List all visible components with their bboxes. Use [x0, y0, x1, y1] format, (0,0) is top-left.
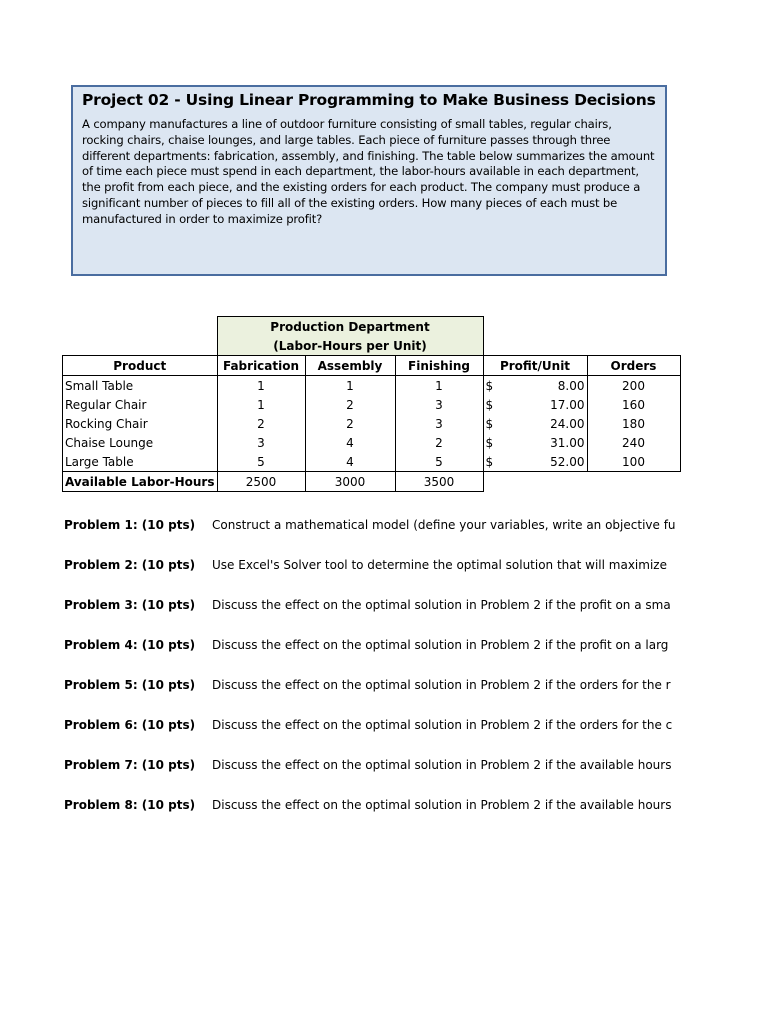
assembly-cell: 2	[305, 395, 395, 414]
finishing-cell: 3	[395, 395, 483, 414]
orders-cell: 160	[587, 395, 680, 414]
problem-label: Problem 3: (10 pts)	[64, 598, 196, 612]
problem-item	[64, 518, 676, 558]
assembly-cell: 4	[305, 452, 395, 472]
product-cell: Chaise Lounge	[63, 433, 218, 452]
product-cell: Regular Chair	[63, 395, 218, 414]
problem-item	[64, 758, 676, 798]
col-header-fabrication: Fabrication	[217, 356, 305, 376]
project-description: A company manufactures a line of outdoor furniture consisting of small tables, regular chairs, rocking chairs, chaise lounges, and large tables. Each piece of furniture passes through three different departments: fabrication, assembly, and finishing. The table below summarizes the amount of time each piece must spend in each department, the labor-hours available in each department, the profit from each piece, and the existing orders for each product. The company must produce a significant number of pieces to fill all of the existing orders. How many pieces of each must be manufactured in order to maximize profit?	[82, 117, 655, 226]
fabrication-cell: 5	[217, 452, 305, 472]
available-finishing: 3500	[395, 472, 483, 492]
profit-value: 24.00	[550, 416, 585, 431]
problem-item	[64, 798, 676, 838]
profit-cell	[483, 395, 587, 414]
assembly-cell: 1	[305, 376, 395, 396]
group-header-line1: Production Department	[217, 317, 483, 337]
assembly-cell: 4	[305, 433, 395, 452]
currency-symbol: $	[485, 454, 494, 469]
available-hours-label: Available Labor-Hours	[63, 472, 218, 492]
fabrication-cell: 1	[217, 376, 305, 396]
assembly-cell: 2	[305, 414, 395, 433]
available-fabrication: 2500	[217, 472, 305, 492]
currency-symbol: $	[485, 435, 494, 450]
problem-item	[64, 558, 676, 598]
problem-text: Discuss the effect on the optimal solution in Problem 2 if the available hours	[212, 758, 672, 772]
col-header-profit: Profit/Unit	[483, 356, 587, 376]
problems-list	[64, 518, 676, 838]
profit-value: 17.00	[550, 397, 585, 412]
orders-cell: 240	[587, 433, 680, 452]
table-row	[63, 395, 681, 414]
profit-value: 31.00	[550, 435, 585, 450]
col-header-assembly: Assembly	[305, 356, 395, 376]
currency-symbol: $	[485, 378, 494, 393]
col-header-product: Product	[63, 356, 218, 376]
problem-text: Discuss the effect on the optimal solution in Problem 2 if the orders for the c	[212, 718, 673, 732]
problem-text: Discuss the effect on the optimal solution in Problem 2 if the profit on a sma	[212, 598, 671, 612]
table-row	[63, 452, 681, 472]
problem-item	[64, 598, 676, 638]
fabrication-cell: 3	[217, 433, 305, 452]
problem-label: Problem 4: (10 pts)	[64, 638, 196, 652]
project-title: Project 02 - Using Linear Programming to Make Business Decisions	[82, 91, 656, 109]
profit-value: 8.00	[557, 378, 585, 393]
problem-label: Problem 2: (10 pts)	[64, 558, 196, 572]
problem-text: Construct a mathematical model (define your variables, write an objective fu	[212, 518, 676, 532]
profit-cell	[483, 414, 587, 433]
available-assembly: 3000	[305, 472, 395, 492]
product-cell: Large Table	[63, 452, 218, 472]
orders-cell: 100	[587, 452, 680, 472]
finishing-cell: 3	[395, 414, 483, 433]
problem-item	[64, 718, 676, 758]
table-row	[63, 414, 681, 433]
problem-item	[64, 678, 676, 718]
currency-symbol: $	[485, 416, 494, 431]
table-row	[63, 376, 681, 396]
problem-text: Use Excel's Solver tool to determine the optimal solution that will maximize	[212, 558, 667, 572]
table-row	[63, 433, 681, 452]
fabrication-cell: 1	[217, 395, 305, 414]
problem-label: Problem 8: (10 pts)	[64, 798, 196, 812]
col-header-orders: Orders	[587, 356, 680, 376]
problem-label: Problem 6: (10 pts)	[64, 718, 196, 732]
available-hours-row	[63, 472, 681, 492]
group-header-line2: (Labor-Hours per Unit)	[217, 336, 483, 356]
finishing-cell: 1	[395, 376, 483, 396]
profit-cell	[483, 433, 587, 452]
problem-label: Problem 5: (10 pts)	[64, 678, 196, 692]
problem-text: Discuss the effect on the optimal solution in Problem 2 if the orders for the r	[212, 678, 671, 692]
orders-cell: 200	[587, 376, 680, 396]
problem-text: Discuss the effect on the optimal solution in Problem 2 if the available hours	[212, 798, 672, 812]
furniture-data-table	[62, 316, 681, 492]
profit-cell	[483, 376, 587, 396]
product-cell: Small Table	[63, 376, 218, 396]
profit-value: 52.00	[550, 454, 585, 469]
project-header-box	[71, 85, 667, 276]
problem-text: Discuss the effect on the optimal solution in Problem 2 if the profit on a larg	[212, 638, 669, 652]
col-header-finishing: Finishing	[395, 356, 483, 376]
problem-label: Problem 7: (10 pts)	[64, 758, 196, 772]
profit-cell	[483, 452, 587, 472]
currency-symbol: $	[485, 397, 494, 412]
product-cell: Rocking Chair	[63, 414, 218, 433]
fabrication-cell: 2	[217, 414, 305, 433]
finishing-cell: 5	[395, 452, 483, 472]
orders-cell: 180	[587, 414, 680, 433]
problem-label: Problem 1: (10 pts)	[64, 518, 196, 532]
problem-item	[64, 638, 676, 678]
finishing-cell: 2	[395, 433, 483, 452]
column-header-row	[63, 356, 681, 376]
